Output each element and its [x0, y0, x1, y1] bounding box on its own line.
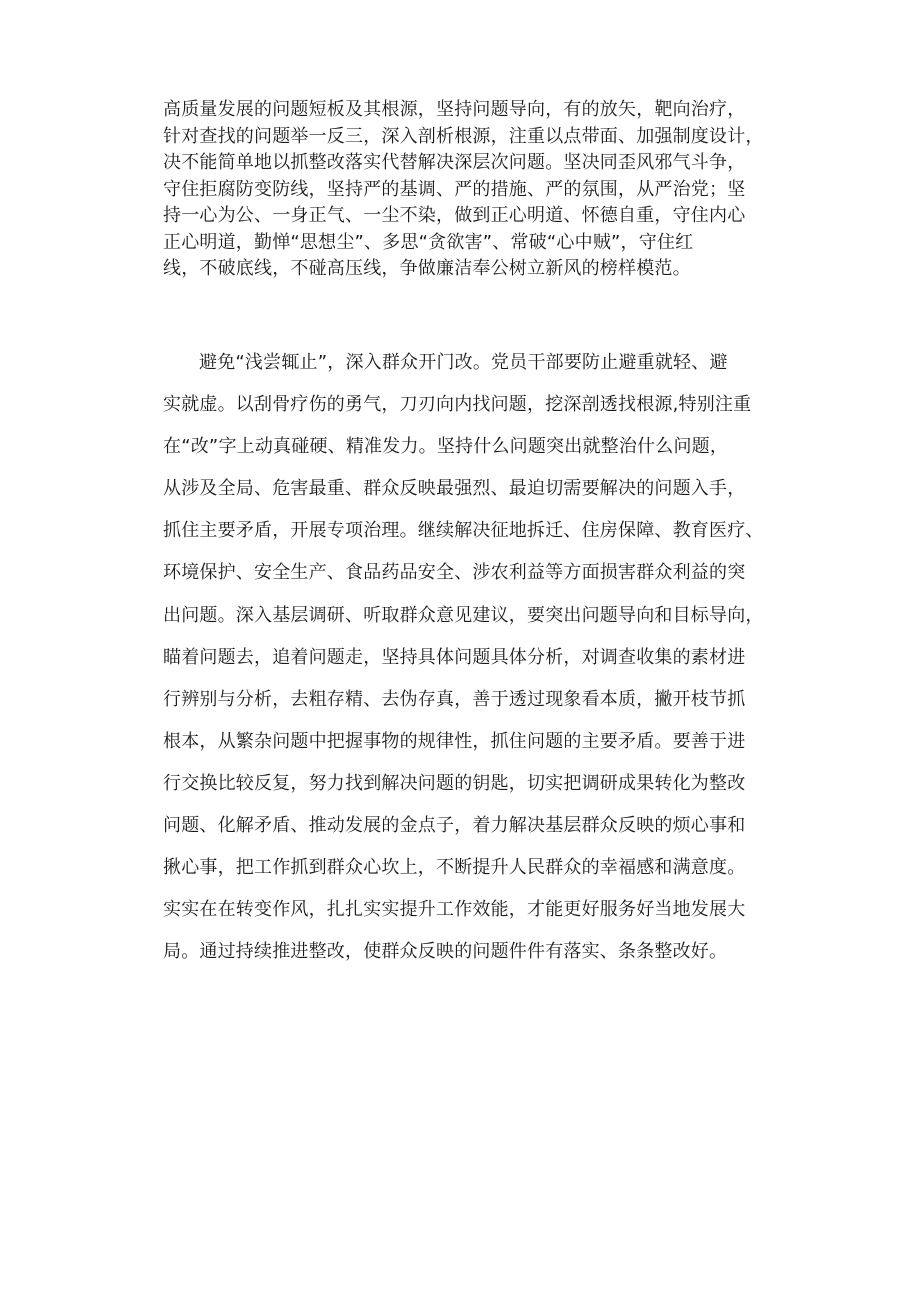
text-line: 线，不破底线，不碰高压线，争做廉洁奉公树立新风的榜样模范。	[163, 258, 691, 279]
text-line: 高质量发展的问题短板及其根源，坚持问题导向，有的放矢，靶向治疗，	[163, 99, 746, 120]
text-line: 在“改”字上动真碰硬、精准发力。坚持什么问题突出就整治什么问题，	[163, 436, 729, 458]
text-line: 局。通过持续推进整改，使群众反映的问题件件有落实、条条整改好。	[163, 941, 728, 963]
text-line: 实实在在转变作风，扎扎实实提升工作效能，才能更好服务好当地发展大	[163, 899, 746, 921]
text-line: 抓住主要矛盾，开展专项治理。继续解决征地拆迁、住房保障、教育医疗、	[163, 520, 764, 542]
text-line: 避免“浅尝辄止”，深入群众开门改。党员干部要防止避重就轻、避	[199, 352, 728, 373]
text-line: 行辨别与分析，去粗存精、去伪存真，善于透过现象看本质，撇开枝节抓	[163, 688, 746, 710]
text-line: 针对查找的问题举一反三，深入剖析根源，注重以点带面、加强制度设计，	[163, 125, 764, 147]
paragraph-2	[163, 342, 803, 973]
text-line: 持一心为公、一身正气、一尘不染，做到正心明道、怀德自重，守住内心	[163, 205, 746, 226]
text-line: 瞄着问题去，追着问题走，坚持具体问题具体分析，对调查收集的素材进	[163, 646, 746, 668]
text-line: 守住拒腐防变防线，坚持严的基调、严的措施、严的氛围，从严治党；坚	[163, 178, 746, 200]
text-line: 从涉及全局、危害最重、群众反映最强烈、最迫切需要解决的问题入手，	[163, 478, 746, 500]
text-line: 实就虚。以刮骨疗伤的勇气，刀刃向内找问题，挖深剖透找根源,特别注重	[163, 394, 752, 416]
paragraph-1	[163, 97, 803, 283]
text-line: 揪心事，把工作抓到群众心坎上，不断提升人民群众的幸福感和满意度。	[163, 857, 746, 879]
text-line: 环境保护、安全生产、食品药品安全、涉农利益等方面损害群众利益的突	[163, 562, 746, 584]
text-line: 问题、化解矛盾、推动发展的金点子，着力解决基层群众反映的烦心事和	[163, 815, 746, 837]
text-line: 根本，从繁杂问题中把握事物的规律性，抓住问题的主要矛盾。要善于进	[163, 730, 746, 752]
text-line: 行交换比较反复，努力找到解决问题的钥匙，切实把调研成果转化为整改	[163, 772, 746, 794]
text-line: 决不能简单地以抓整改落实代替解决深层次问题。坚决同歪风邪气斗争，	[163, 152, 746, 173]
text-line: 出问题。深入基层调研、听取群众意见建议，要突出问题导向和目标导向，	[163, 604, 764, 626]
text-line: 正心明道，勤惮“思想尘”、多思“贪欲害”、常破“心中贼”，守住红	[163, 231, 694, 253]
